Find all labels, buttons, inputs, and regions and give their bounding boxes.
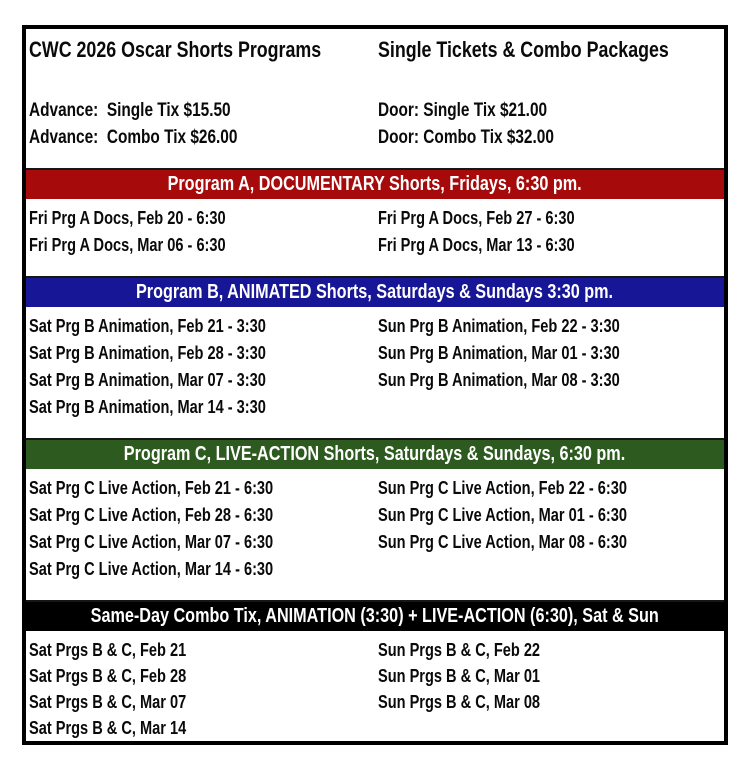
section-rows [26, 637, 724, 741]
schedule-cell-left: Fri Prg A Docs, Feb 20 - 6:30 [29, 208, 226, 228]
schedule-cell-right: Fri Prg A Docs, Mar 13 - 6:30 [378, 235, 575, 255]
schedule-cell-left: Sat Prgs B & C, Feb 28 [29, 666, 187, 686]
schedule-cell-right: Door: Combo Tix $32.00 [378, 127, 554, 148]
schedule-row [26, 715, 724, 741]
section-banner-program-c: Program C, LIVE-ACTION Shorts, Saturdays & Sundays, 6:30 pm. [26, 438, 724, 469]
price-row [26, 124, 724, 151]
page-title-text: CWC 2026 Oscar Shorts Programs [29, 37, 322, 62]
schedule-cell-left: Sat Prg C Live Action, Mar 14 - 6:30 [29, 559, 274, 579]
section-banner-same-day-combo: Same-Day Combo Tix, ANIMATION (3:30) + LIVE-ACTION (6:30), Sat & Sun [26, 600, 724, 631]
schedule-cell-right: Sun Prgs B & C, Mar 01 [378, 666, 541, 686]
schedule-row [26, 689, 724, 715]
schedule-cell-right: Sun Prg B Animation, Mar 01 - 3:30 [378, 343, 620, 363]
schedule-cell-right: Sun Prg B Animation, Feb 22 - 3:30 [378, 316, 620, 336]
schedule-row [26, 502, 724, 529]
pricing-block [26, 97, 724, 151]
header-row [26, 37, 724, 63]
section-banner-program-b: Program B, ANIMATED Shorts, Saturdays & Sundays 3:30 pm. [26, 276, 724, 307]
schedule-cell-right [378, 556, 724, 583]
program-section-program-b [26, 276, 724, 421]
programs-list [26, 168, 724, 741]
schedule-cell-right: Sun Prg C Live Action, Mar 08 - 6:30 [378, 532, 627, 552]
schedule-row [26, 313, 724, 340]
schedule-row [26, 475, 724, 502]
schedule-cell-right: Sun Prg C Live Action, Mar 01 - 6:30 [378, 505, 627, 525]
section-rows [26, 313, 724, 421]
schedule-cell-left: Sat Prg B Animation, Mar 14 - 3:30 [29, 397, 266, 417]
schedule-cell-left: Fri Prg A Docs, Mar 06 - 6:30 [29, 235, 226, 255]
program-section-same-day-combo [26, 600, 724, 741]
schedule-cell-left: Advance: Combo Tix $26.00 [29, 127, 238, 148]
schedule-sheet [22, 25, 728, 745]
schedule-row [26, 394, 724, 421]
schedule-cell-left: Sat Prg C Live Action, Feb 21 - 6:30 [29, 478, 274, 498]
section-rows [26, 475, 724, 583]
program-section-program-a [26, 168, 724, 259]
schedule-cell-left: Sat Prgs B & C, Feb 21 [29, 640, 187, 660]
page-title [29, 37, 378, 63]
schedule-cell-left: Sat Prg C Live Action, Feb 28 - 6:30 [29, 505, 274, 525]
schedule-cell-left: Sat Prg C Live Action, Mar 07 - 6:30 [29, 532, 274, 552]
schedule-row [26, 232, 724, 259]
schedule-cell-left: Sat Prg B Animation, Feb 28 - 3:30 [29, 343, 266, 363]
tickets-header-text: Single Tickets & Combo Packages [378, 37, 669, 62]
schedule-cell-right: Fri Prg A Docs, Feb 27 - 6:30 [378, 208, 575, 228]
schedule-row [26, 663, 724, 689]
schedule-cell-left: Sat Prg B Animation, Feb 21 - 3:30 [29, 316, 266, 336]
schedule-row [26, 529, 724, 556]
schedule-row [26, 340, 724, 367]
price-row [26, 97, 724, 124]
schedule-row [26, 367, 724, 394]
section-rows [26, 205, 724, 259]
schedule-cell-right: Door: Single Tix $21.00 [378, 100, 548, 121]
schedule-cell-left: Sat Prgs B & C, Mar 14 [29, 718, 187, 738]
schedule-row [26, 205, 724, 232]
schedule-cell-right: Sun Prgs B & C, Mar 08 [378, 692, 541, 712]
section-banner-program-a: Program A, DOCUMENTARY Shorts, Fridays, 6:30 pm. [26, 168, 724, 199]
schedule-cell-right: Sun Prgs B & C, Feb 22 [378, 640, 541, 660]
schedule-cell-left: Advance: Single Tix $15.50 [29, 100, 231, 121]
program-section-program-c [26, 438, 724, 583]
schedule-cell-right [378, 715, 724, 741]
schedule-row [26, 556, 724, 583]
schedule-cell-left: Sat Prgs B & C, Mar 07 [29, 692, 187, 712]
schedule-cell-left: Sat Prg B Animation, Mar 07 - 3:30 [29, 370, 266, 390]
schedule-cell-right: Sun Prg C Live Action, Feb 22 - 6:30 [378, 478, 627, 498]
schedule-cell-right [378, 394, 724, 421]
schedule-row [26, 637, 724, 663]
schedule-cell-right: Sun Prg B Animation, Mar 08 - 3:30 [378, 370, 620, 390]
tickets-header [378, 37, 728, 63]
